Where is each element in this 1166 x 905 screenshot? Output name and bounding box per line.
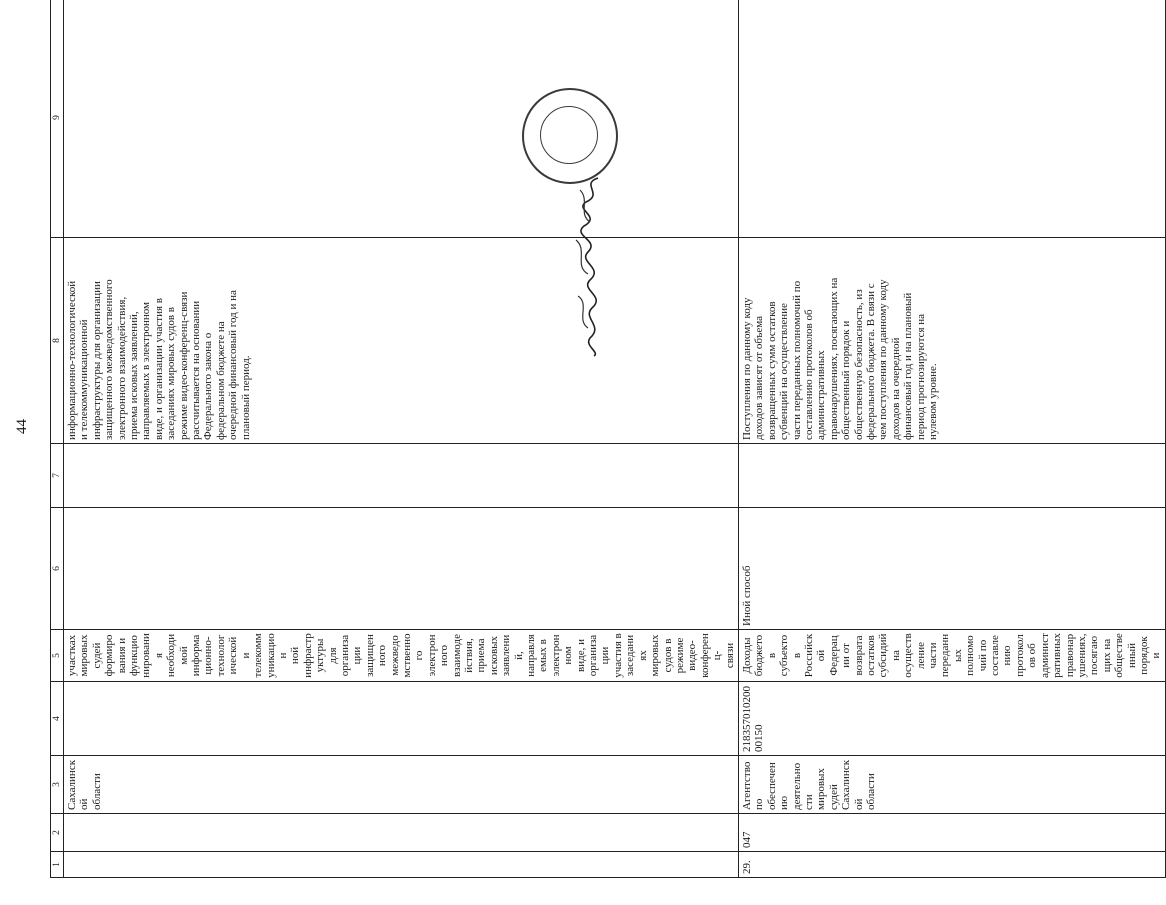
colnum-2: 2	[51, 814, 64, 852]
cell-kbk: 21835701020000150	[738, 682, 1165, 756]
colnum-4: 4	[51, 682, 64, 756]
column-number-row	[51, 0, 64, 878]
seal-inner-ring	[540, 106, 598, 164]
cell-name: Доходы бюджетов субъектов Российской Федерации от возврата остатков субсидий на осуществление части переданных полномочий по составлению протоколов об административных правонарушениях, посягающих на общественный порядок и	[738, 630, 1165, 682]
colnum-7: 7	[51, 444, 64, 508]
cell-col9	[738, 0, 1165, 238]
cell-code	[64, 814, 739, 852]
cell-num	[64, 852, 739, 878]
cell-method: Иной способ	[738, 508, 1165, 630]
colnum-3: 3	[51, 756, 64, 814]
cell-name: участках мировых судей формирования и функционирования необходимой информационно- технологической и телекоммуникацион ной инфраструктуры для организации защищенного межведомственного электронного взаимодействия, приема исковых заявлений, направляемых в электронном виде, и организации участия в заседаниях мировых судов в режиме видео-конференц- связи	[64, 630, 739, 682]
colnum-1: 1	[51, 852, 64, 878]
handwritten-signature	[560, 170, 620, 360]
table-row-29	[738, 0, 1165, 878]
cell-method	[64, 508, 739, 630]
cell-code: 047	[738, 814, 1165, 852]
cell-description: информационно-технологической и телекоммуникационной инфраструктуры для организации защищенного межведомственного электронного взаимодействия, приема исковых заявлений, направляемых в электронном виде, и организации участия в заседаниях мировых судов в режиме видео-конференц-связи рассчитывается на основании Федерального закона о федеральном бюджете на очередной финансовый год и на плановый период.	[64, 238, 739, 444]
colnum-9: 9	[51, 0, 64, 238]
colnum-8: 8	[51, 238, 64, 444]
cell-admin: Агентство по обеспечению деятельности мировых судей Сахалинской области	[738, 756, 1165, 814]
table-row-continued	[64, 0, 739, 878]
cell-col7	[738, 444, 1165, 508]
colnum-5: 5	[51, 630, 64, 682]
cell-col9	[64, 0, 739, 238]
page-number: 44	[14, 419, 30, 434]
colnum-6: 6	[51, 508, 64, 630]
cell-kbk	[64, 682, 739, 756]
cell-description: Поступления по данному коду доходов зависят от объема возвращенных сумм остатков субвенций на осуществление части переданных полномочий по составлению протоколов об административных правонарушениях, посягающих на общественный порядок и общественную безопасность, из федерального бюджета. В связи с чем поступления по данному коду доходов на очередной финансовый год и на плановый период прогнозируются на нулевом уровне.	[738, 238, 1165, 444]
cell-col7	[64, 444, 739, 508]
cell-num: 29.	[738, 852, 1165, 878]
cell-admin: Сахалинской области	[64, 756, 739, 814]
